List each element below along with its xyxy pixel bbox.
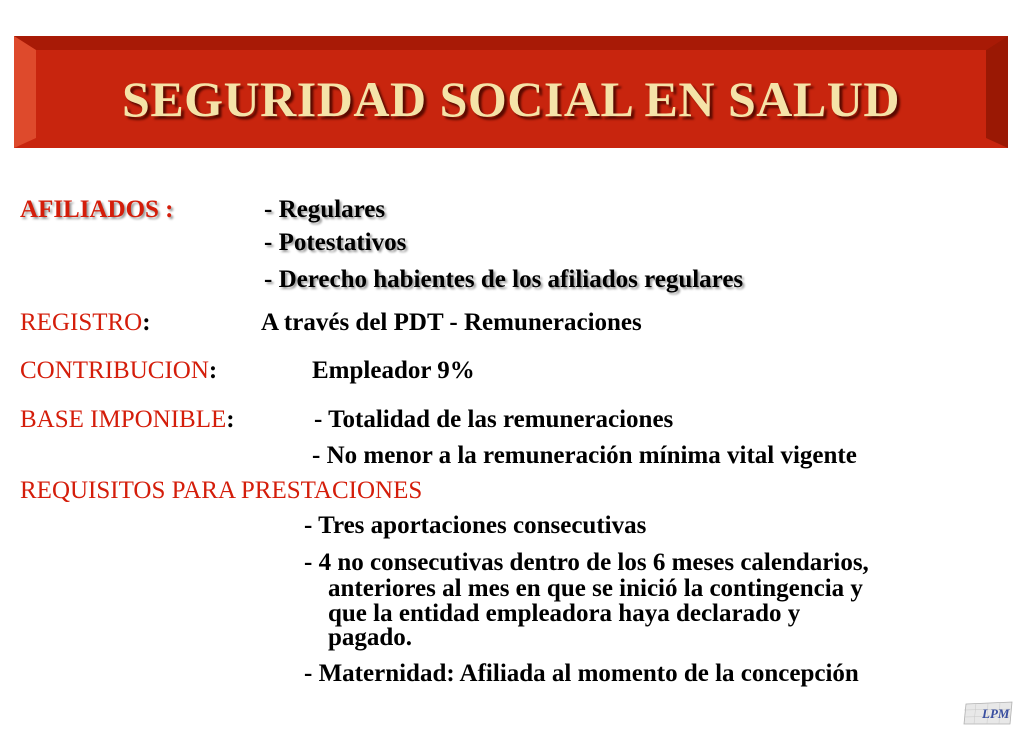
requisitos-label: REQUISITOS PARA PRESTACIONES [20,477,423,504]
logo-text: LPM [982,706,1010,721]
banner-bevel-top [14,36,1008,50]
contribucion-label: CONTRIBUCION [20,357,209,384]
lpm-logo [962,700,1014,726]
requisitos-item-no-consecutivas-cont3: pagado. [328,624,413,651]
title-banner [14,36,1008,148]
requisitos-item-tres-aportaciones: - Tres aportaciones consecutivas [304,512,647,539]
base-imponible-colon: : [226,406,235,433]
slide-title: SEGURIDAD SOCIAL EN SALUD [122,71,900,127]
contribucion-row [20,357,217,385]
registro-row [20,309,151,337]
afiliados-item-regulares: - Regulares [264,196,386,223]
requisitos-item-no-consecutivas: - 4 no consecutivas dentro de los 6 meses calendarios, [304,549,869,576]
contribucion-value: Empleador 9% [312,357,475,384]
registro-value: A través del PDT - Remuneraciones [261,309,642,336]
afiliados-item-potestativos: - Potestativos [264,229,407,256]
base-imponible-row [20,406,235,434]
afiliados-item-derecho-habientes: - Derecho habientes de los afiliados regulares [264,266,744,293]
requisitos-item-no-consecutivas-cont2: que la entidad empleadora haya declarado y [328,600,801,627]
registro-label: REGISTRO [20,309,143,336]
base-imponible-item-totalidad: - Totalidad de las remuneraciones [314,406,674,433]
base-imponible-label: BASE IMPONIBLE [20,406,227,433]
base-imponible-item-no-menor: - No menor a la remuneración mínima vital vigente [312,442,857,469]
requisitos-item-no-consecutivas-cont1: anteriores al mes en que se inició la contingencia y [328,575,863,602]
requisitos-item-maternidad: - Maternidad: Afiliada al momento de la concepción [304,660,859,687]
registro-colon: : [142,309,151,336]
afiliados-label: AFILIADOS : [20,196,174,223]
contribucion-colon: : [208,357,218,384]
